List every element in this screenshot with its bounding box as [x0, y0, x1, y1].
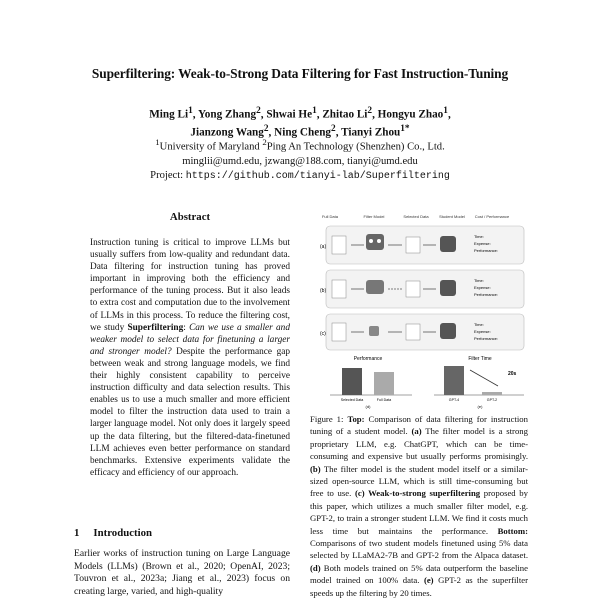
- student-robot-icon: [440, 236, 456, 252]
- svg-text:(a): (a): [320, 244, 327, 250]
- project-line: Project: https://github.com/tianyi-lab/Superfiltering: [150, 169, 450, 182]
- svg-text:Expense:: Expense:: [474, 329, 491, 334]
- bar-gpt2: [482, 392, 502, 395]
- row-c: [320, 314, 524, 350]
- col-label-student-model: Student Model: [439, 214, 465, 219]
- svg-text:(b): (b): [320, 288, 327, 294]
- svg-text:Performance:: Performance:: [474, 292, 499, 297]
- svg-text:Full Data: Full Data: [376, 398, 392, 402]
- section-heading-introduction: 1 Introduction: [74, 527, 153, 539]
- affiliations: [0, 135, 600, 184]
- introduction-text: Earlier works of instruction tuning on Large Language Models (LLMs) (Brown et al., 2020; OpenAI, 2023; Touvron et al., 2023a; Jiang et al., 2023) focus on creating large, varied, and high-quality: [74, 548, 290, 597]
- svg-text:(c): (c): [320, 331, 326, 337]
- svg-text:GPT-2: GPT-2: [486, 398, 498, 402]
- svg-text:GPT-4: GPT-4: [448, 398, 460, 402]
- svg-text:Time:: Time:: [474, 278, 484, 283]
- abstract-heading: Abstract: [169, 211, 211, 223]
- bar-gpt4: [444, 366, 464, 395]
- svg-text:20s: 20s: [508, 371, 517, 377]
- svg-text:Selected Data: Selected Data: [340, 398, 364, 402]
- author-line-1: Ming Li$^1$, Yong Zhang$^2$, Shwai He$^1$, Zhitao Li$^2$, Hongyu Zhao$^1$,: [149, 106, 451, 121]
- svg-text:Expense:: Expense:: [474, 241, 491, 246]
- figure-caption: Figure 1: Top: Comparison of data filtering for instruction tuning of a student model. (a) The filter model is a strong proprietary LLM, e.g. ChatGPT, which can be time-consuming and expensive but usually performs promisingly. (b) The filter model is the student model itself or a similar-sized open-source LLM, which is still time-consuming but free to use. (c) Weak-to-strong superfiltering proposed by this paper, which utilizes a much smaller filter model, e.g. GPT-2, to train a stronger student LLM. We find it costs much less time but maintains the performance. Bottom: Comparisons of two student models finetuned using 5% data selected by LLaMA2-7B and GPT-2 from the Alpaca dataset. (d) Both models trained on 5% data outperform the baseline model trained on 100% data. (e) GPT-2 as the superfilter speeds up the filtering by 20 times.: [310, 414, 528, 598]
- affiliation-line: $^1$University of Maryland $^2$Ping An Technology (Shenzhen) Co., Ltd.: [155, 137, 445, 153]
- robot-icon: [366, 234, 384, 250]
- col-label-selected-data: Selected Data: [403, 214, 429, 219]
- paper-title: Superfiltering: Weak-to-Strong Data Filtering for Fast Instruction-Tuning: [91, 66, 509, 81]
- svg-text:Performance: Performance: [353, 356, 383, 362]
- bar-selected-data: [342, 368, 362, 395]
- col-label-full-data: Full Data: [321, 214, 339, 219]
- row-a: [320, 226, 524, 264]
- data-doc-icon: [332, 236, 346, 254]
- bar-full-data: [374, 372, 394, 395]
- figure-1: [312, 210, 528, 409]
- project-link[interactable]: https://github.com/tianyi-lab/Superfiltering: [185, 170, 450, 182]
- row-b: [320, 270, 524, 308]
- panel-performance: [330, 356, 412, 409]
- panel-filter-time: [434, 356, 524, 409]
- author-line-2: Jianzong Wang$^2$, Ning Cheng$^2$, Tianyi Zhou$^{1*}$: [190, 124, 410, 139]
- svg-text:Time:: Time:: [474, 234, 484, 239]
- svg-text:Performance:: Performance:: [474, 336, 499, 341]
- col-label-filter-model: Filter Model: [363, 214, 385, 219]
- svg-text:Performance:: Performance:: [474, 248, 499, 253]
- svg-text:Expense:: Expense:: [474, 285, 491, 290]
- abstract-body: Instruction tuning is critical to improve LLMs but usually suffers from low-quality and redundant data. Data filtering for instruction tuning has proved important in improving both the efficiency and performance of the tuning process. But it also leads to extra cost and computation due to the involvement of LLMs in this process. To reduce the filtering cost, we study Superfiltering: Can we use a smaller and weaker model to select data for finetuning a larger and stronger model? Despite the performance gap between weak and strong language models, we find their highly consistent capability to perceive instruction difficulty and data selection results. This enables us to use a much smaller and more efficient model to filter the instruction data used to train a larger language model. Not only does it largely speed up the data filtering, but the filtered-data-finetuned LLM achieves even better performance on standard benchmarks. Extensive experiments validate the efficacy and efficiency of our approach.: [90, 238, 290, 478]
- col-label-cost: Cost / Performance: [474, 214, 510, 219]
- svg-text:(d): (d): [365, 404, 371, 409]
- arrow-icon: [470, 370, 498, 386]
- svg-text:Filter Time: Filter Time: [468, 356, 492, 362]
- emails: minglii@umd.edu, jzwang@188.com, tianyi@umd.edu: [182, 155, 418, 167]
- svg-text:Time:: Time:: [474, 322, 484, 327]
- svg-text:(e): (e): [477, 404, 483, 409]
